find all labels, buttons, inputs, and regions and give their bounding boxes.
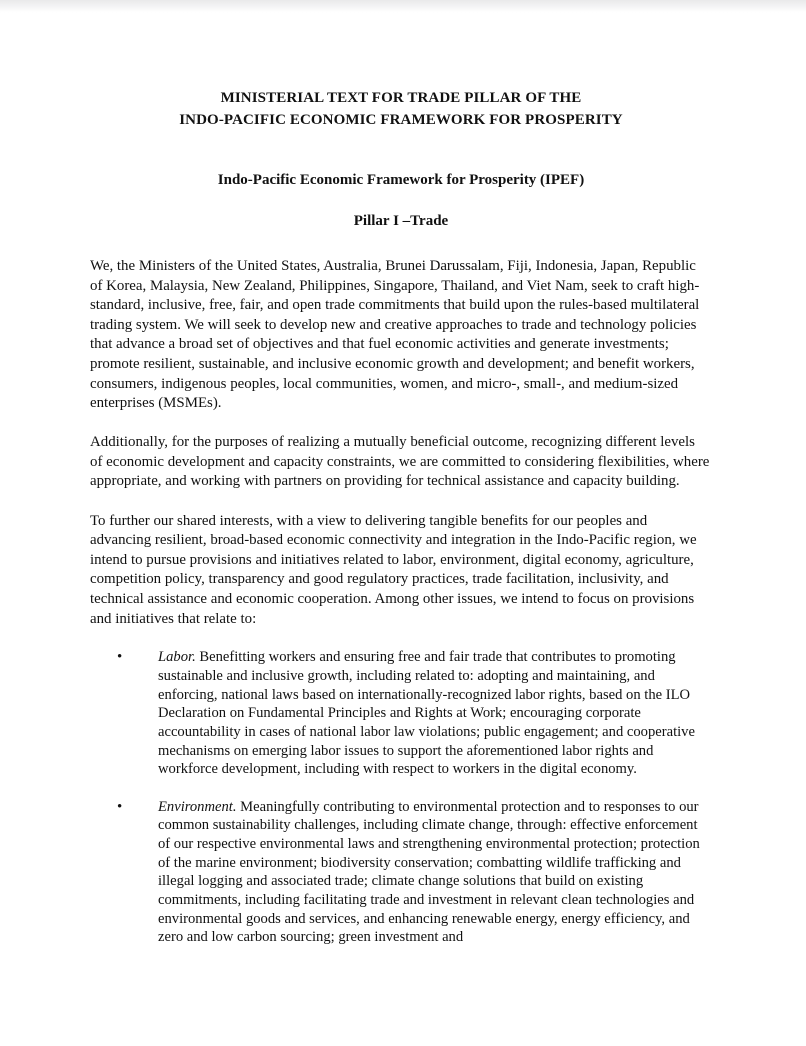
list-item-term: Environment.	[158, 798, 237, 815]
document-title	[90, 88, 712, 131]
bullet-point-icon: •	[117, 798, 123, 815]
list-item	[90, 648, 712, 779]
title-line-2: INDO-PACIFIC ECONOMIC FRAMEWORK FOR PROSPERITY	[179, 111, 623, 128]
paragraph-2: Additionally, for the purposes of realizing a mutually beneficial outcome, recognizing different levels of economic development and capacity constraints, we are committed to considering flexibilities, where appropriate, and working with partners on providing for technical assistance and capacity building.	[90, 434, 710, 490]
provisions-bullet-list	[90, 648, 712, 947]
list-item-term: Labor.	[158, 649, 196, 666]
title-line-1: MINISTERIAL TEXT FOR TRADE PILLAR OF THE	[220, 90, 582, 106]
list-item	[90, 798, 712, 948]
paragraph-3: To further our shared interests, with a view to delivering tangible benefits for our peoples and advancing resilient, broad-based economic connectivity and integration in the Indo-Pacific region, we intend to pursue provisions and initiatives related to labor, environment, digital economy, agriculture, competition policy, transparency and good regulatory practices, trade facilitation, inclusivity, and technical assistance and economic cooperation. Among other issues, we intend to focus on provisions and initiatives that relate to:	[90, 512, 697, 627]
paragraph-1: We, the Ministers of the United States, Australia, Brunei Darussalam, Fiji, Indonesia, Japan, Republic of Korea, Malaysia, New Zealand, Philippines, Singapore, Thailand, and Viet Nam, seek to craft high-standard, inclusive, free, fair, and open trade commitments that build upon the rules-based multilateral trading system. We will seek to develop new and creative approaches to trade and technology policies that advance a broad set of objectives and that fuel economic activities and generate investments; promote resilient, sustainable, and inclusive economic growth and development; and benefit workers, consumers, indigenous peoples, local communities, women, and micro-, small-, and medium-sized enterprises (MSMEs).	[90, 258, 700, 412]
list-item-text: Benefitting workers and ensuring free and fair trade that contributes to promoting sustainable and inclusive growth, including related to: adopting and maintaining, and enforcing, national laws based on internationally-recognized labor rights, based on the ILO Declaration on Fundamental Principles and Rights at Work; encouraging corporate accountability in cases of national labor law violations; public engagement; and cooperative mechanisms on emerging labor issues to support the aforementioned labor rights and workforce development, including with respect to workers in the digital economy.	[158, 649, 695, 778]
list-item-text: Meaningfully contributing to environmental protection and to responses to our common sustainability challenges, including climate change, through: effective enforcement of our respective environmental laws and strengthening environmental protection; protection of the marine environment; biodiversity conservation; combatting wildlife trafficking and illegal logging and associated trade; climate change solutions that build on existing commitments, including facilitating trade and investment in relevant clean technologies and environmental goods and services, and enhancing renewable energy, energy efficiency, and zero and low carbon sourcing; green investment and	[158, 798, 700, 946]
pillar-heading: Pillar I –Trade	[353, 212, 449, 229]
document-subtitle: Indo-Pacific Economic Framework for Prosperity (IPEF)	[217, 172, 585, 188]
bullet-point-icon: •	[117, 649, 123, 666]
